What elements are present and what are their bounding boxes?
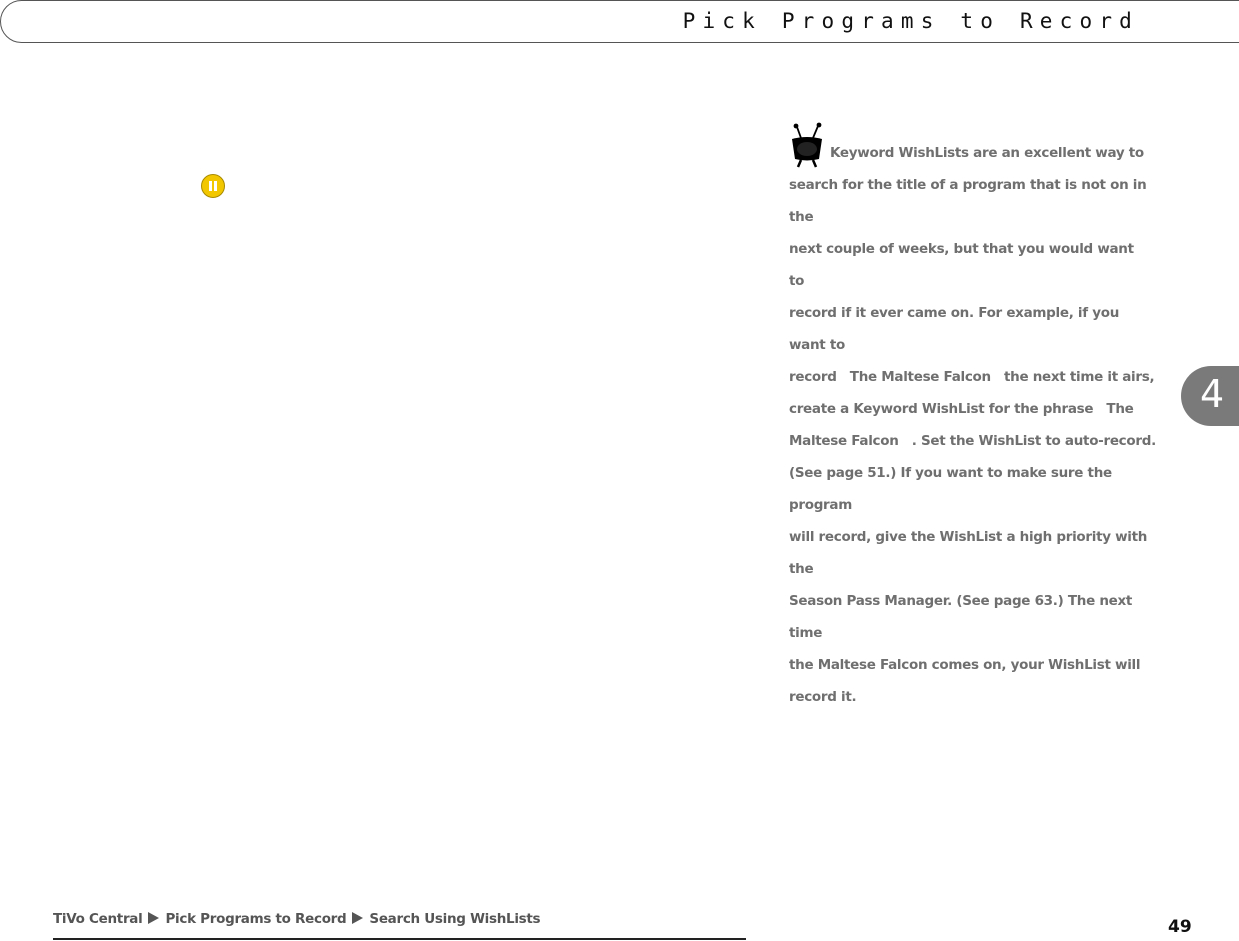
page-number: 49 (1168, 917, 1192, 937)
arrow-right-icon (148, 912, 159, 924)
chapter-number: 4 (1200, 372, 1225, 416)
arrow-right-icon (352, 912, 363, 924)
breadcrumb-item: TiVo Central (53, 911, 143, 927)
tip-line: (See page 51.) If you want to make sure the program (789, 465, 1112, 513)
breadcrumb-item: Pick Programs to Record (165, 911, 347, 927)
pause-icon (201, 174, 225, 198)
tip-line: record The Maltese Falcon the next time it airs, (789, 369, 1155, 385)
tip-line: next couple of weeks, but that you would want to (789, 241, 1134, 289)
tip-line: Maltese Falcon . Set the WishList to auto-record. (789, 433, 1156, 449)
chapter-tab (1181, 366, 1239, 426)
tip-line: create a Keyword WishList for the phrase The (789, 401, 1134, 417)
wishlist-tip (789, 137, 1156, 713)
tip-line: record if it ever came on. For example, if you want to (789, 305, 1120, 353)
page-header-title: Pick Programs to Record (682, 9, 1139, 33)
footer-divider (53, 938, 746, 940)
tip-line: Season Pass Manager. (See page 63.) The next time (789, 593, 1133, 641)
tip-line: record it. (789, 689, 857, 705)
breadcrumb-item: Search Using WishLists (369, 911, 541, 927)
tip-line: will record, give the WishList a high priority with the (789, 529, 1148, 577)
tip-line: search for the title of a program that is not on in the (789, 177, 1147, 225)
tip-line: Keyword WishLists are an excellent way to (830, 145, 1144, 161)
breadcrumb (53, 911, 540, 927)
tip-line: the Maltese Falcon comes on, your WishList will (789, 657, 1141, 673)
